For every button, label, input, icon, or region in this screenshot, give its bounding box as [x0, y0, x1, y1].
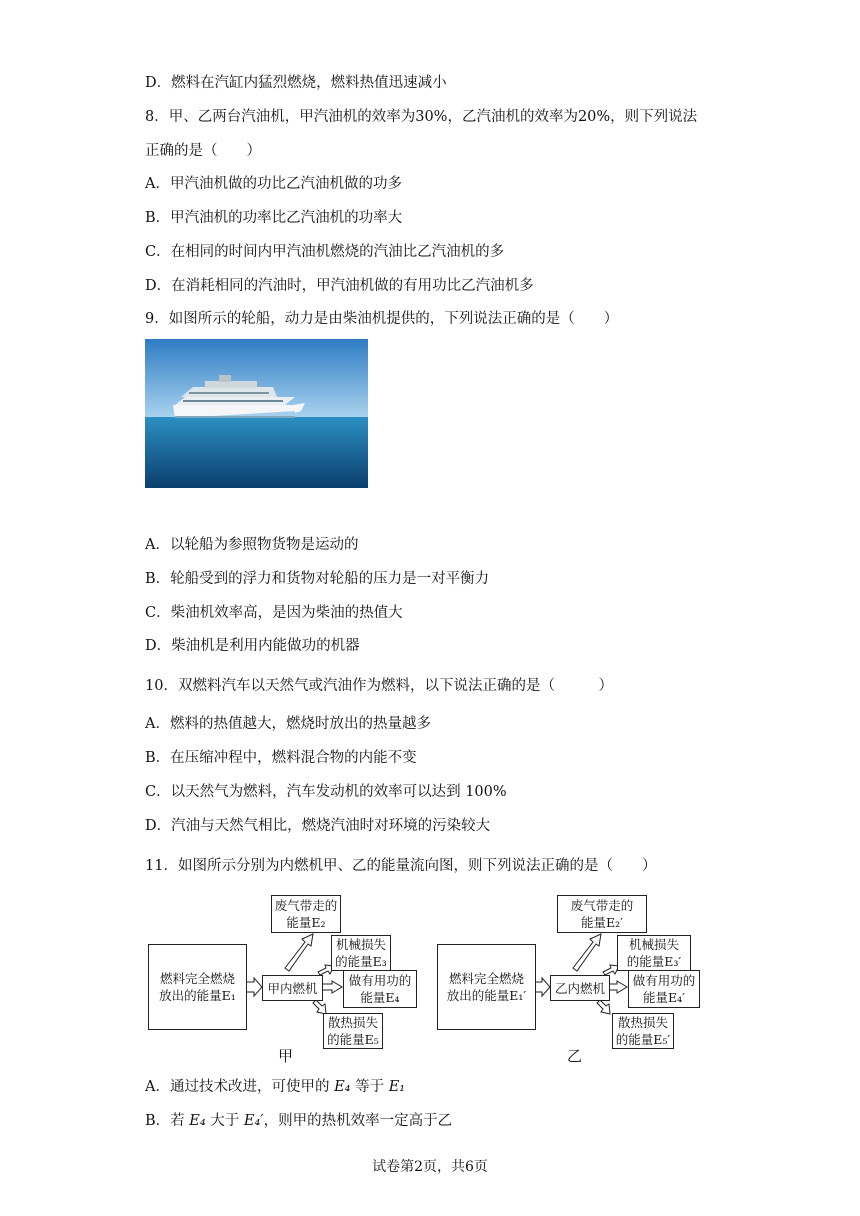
- q11a-prefix: A．通过技术改进，可使甲的: [145, 1079, 335, 1095]
- q10-option-c: C．以天然气为燃料，汽车发动机的效率可以达到 100%: [145, 784, 507, 800]
- q11b-prefix: B．若: [145, 1113, 190, 1129]
- q8-stem-line2: 正确的是（ ）: [145, 143, 261, 159]
- yi-exhaust-line1: 废气带走的: [570, 898, 634, 913]
- q9-option-d: D．柴油机是利用内能做功的机器: [145, 638, 360, 654]
- jia-fuel-energy-box: [148, 944, 247, 1030]
- q11-option-b: [145, 1111, 452, 1131]
- q7-option-d: D．燃料在汽缸内猛烈燃烧，燃料热值迅速减小: [145, 75, 447, 91]
- yi-source-line2: 放出的能量E₁′: [446, 988, 527, 1003]
- q11-option-a: [145, 1077, 405, 1097]
- q8-option-c: C．在相同的时间内甲汽油机燃烧的汽油比乙汽油机的多: [145, 244, 505, 260]
- yi-fuel-energy-box: [437, 944, 536, 1030]
- q9-option-b: B．轮船受到的浮力和货物对轮船的压力是一对平衡力: [145, 571, 490, 587]
- yi-source-line1: 燃料完全燃烧: [448, 971, 524, 986]
- yi-mech-line1: 机械损失: [628, 937, 679, 952]
- jia-exhaust-line1: 废气带走的: [274, 898, 338, 913]
- jia-mech-line2: 的能量E₃: [335, 954, 387, 969]
- q11-stem: 11．如图所示分别为内燃机甲、乙的能量流向图，则下列说法正确的是（ ）: [145, 858, 657, 874]
- yi-mech-line2: 的能量E₃′: [626, 954, 682, 969]
- jia-exhaust-line2: 能量E₂: [286, 915, 326, 930]
- q8-option-a: A．甲汽油机做的功比乙汽油机做的功多: [145, 176, 402, 192]
- q10-stem: 10．双燃料汽车以天然气或汽油作为燃料，以下说法正确的是（ ）: [145, 678, 613, 694]
- jia-useful-work-box: [343, 970, 417, 1008]
- jia-engine-box: [262, 975, 323, 1001]
- jia-source-line1: 燃料完全燃烧: [159, 971, 235, 986]
- diagram-label-jia: 甲: [278, 1047, 294, 1065]
- yi-useful-line1: 做有用功的: [632, 973, 696, 988]
- jia-useful-line2: 能量E₄: [360, 990, 400, 1005]
- q11b-mid: 大于: [205, 1113, 244, 1129]
- yi-useful-work-box: [628, 970, 700, 1008]
- q10-option-a: A．燃料的热值越大，燃烧时放出的热量越多: [145, 716, 431, 732]
- q8-stem-line1: 8．甲、乙两台汽油机，甲汽油机的效率为30%，乙汽油机的效率为20%，则下列说法: [145, 109, 698, 125]
- q11b-e4: E₄: [189, 1113, 206, 1129]
- q10-option-d: D．汽油与天然气相比，燃烧汽油时对环境的污染较大: [145, 818, 491, 834]
- q10-option-b: B．在压缩冲程中，燃料混合物的内能不变: [145, 750, 417, 766]
- jia-useful-line1: 做有用功的: [348, 973, 412, 988]
- q11a-mid: 等于: [350, 1079, 389, 1095]
- yi-heat-line2: 的能量E₅′: [615, 1032, 671, 1047]
- q11a-e4: E₄: [334, 1079, 351, 1095]
- q9-stem: 9．如图所示的轮船，动力是由柴油机提供的，下列说法正确的是（ ）: [145, 311, 619, 327]
- jia-heat-line2: 的能量E₅: [327, 1032, 379, 1047]
- q11a-e1: E₁: [388, 1079, 406, 1095]
- page-footer: 试卷第2页，共6页: [372, 1159, 488, 1175]
- q9-option-a: A．以轮船为参照物货物是运动的: [145, 537, 359, 553]
- yi-heat-loss-box: [612, 1013, 674, 1049]
- q11b-suffix: ，则甲的热机效率一定高于乙: [263, 1113, 453, 1129]
- jia-heat-line1: 散热损失: [327, 1015, 378, 1030]
- jia-source-line2: 放出的能量E₁: [159, 988, 236, 1003]
- yi-exhaust-line2: 能量E₂′: [581, 915, 623, 930]
- q9-option-c: C．柴油机效率高，是因为柴油的热值大: [145, 605, 403, 621]
- yi-heat-line1: 散热损失: [617, 1015, 668, 1030]
- jia-exhaust-box: [271, 895, 341, 933]
- yi-mech-loss-box: [617, 935, 691, 971]
- jia-heat-loss-box: [323, 1013, 383, 1049]
- diagram-label-yi: 乙: [567, 1047, 583, 1065]
- yi-engine-box: [550, 975, 610, 1001]
- yi-engine-label: 乙内燃机: [554, 980, 605, 996]
- q8-option-b: B．甲汽油机的功率比乙汽油机的功率大: [145, 210, 403, 226]
- yi-useful-line2: 能量E₄′: [643, 990, 685, 1005]
- yi-exhaust-box: [557, 895, 647, 933]
- q8-option-d: D．在消耗相同的汽油时，甲汽油机做的有用功比乙汽油机多: [145, 278, 534, 294]
- jia-mech-loss-box: [331, 935, 391, 971]
- jia-mech-line1: 机械损失: [335, 937, 386, 952]
- q11b-e4-prime: E₄′: [243, 1113, 264, 1129]
- jia-engine-label: 甲内燃机: [267, 980, 318, 996]
